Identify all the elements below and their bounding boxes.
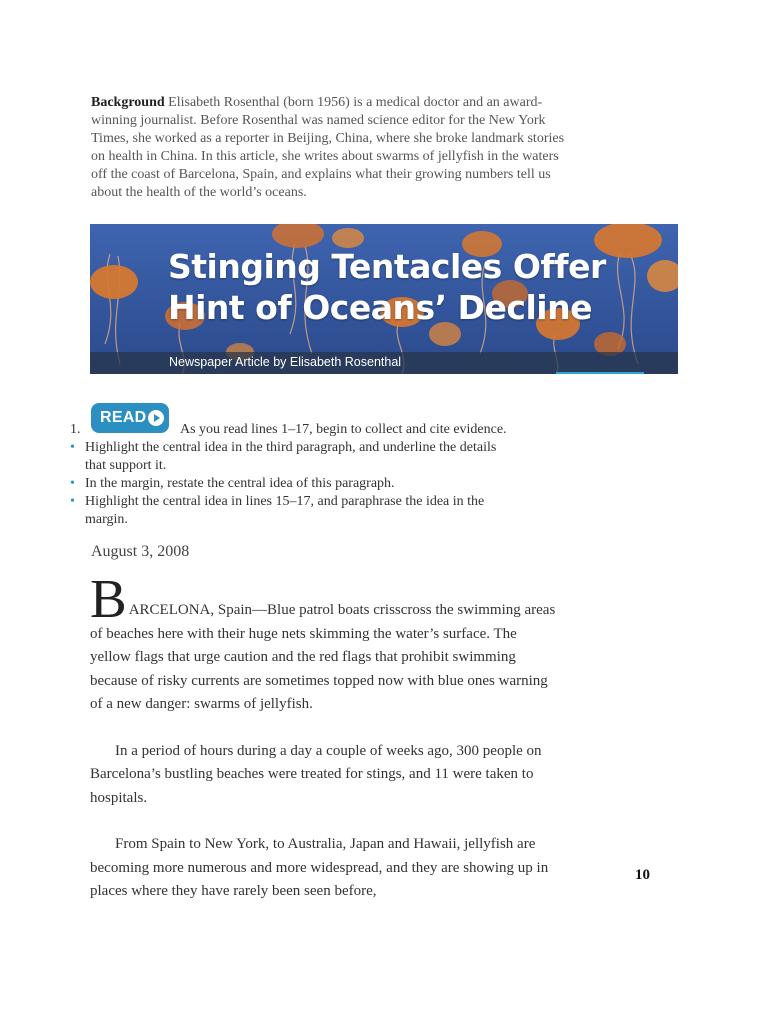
background-lead: Background: [91, 95, 165, 110]
article-paragraph: In a period of hours during a day a couple of weeks ago, 300 people on Barcelona’s bustling beaches were treated for stings, and 11 were taken to hospitals.: [90, 742, 542, 806]
article-title-line-2: Hint of Oceans’ Decline: [168, 288, 592, 327]
item-number: 1.: [70, 422, 81, 437]
banner-accent-line: [556, 372, 644, 374]
article-paragraph: [90, 568, 560, 717]
background-text: Elisabeth Rosenthal (born 1956) is a medical doctor and an award-winning journalist. Before Rosenthal was named science editor for the New York Times, she worked as a reporter in Beijing, China, where she broke landmark stories on health in China. In this article, she writes about swarms of jellyfish in the waters off the coast of Barcelona, Spain, and explains what their growing numbers tell us about the health of the world’s oceans.: [91, 95, 565, 200]
read-label: READ: [100, 409, 147, 426]
instruction-item: • Highlight the central idea in the third paragraph, and underline the details that support it.: [70, 439, 520, 475]
read-prompt: As you read lines 1–17, begin to collect and cite evidence.: [180, 422, 507, 437]
article-title-line-1: Stinging Tentacles Offer: [168, 247, 606, 286]
article-body: [90, 568, 560, 927]
line-number: 10: [635, 867, 650, 883]
paragraph-continuation: areas of beaches here with their huge nets skimming the water’s surface. The yellow flags that urge caution and the red flags that prohibit swimming because of risky currents are sometimes topped now with blue ones warning of a new danger: swarms of jellyfish.: [90, 602, 556, 712]
article-paragraph: From Spain to New York, to Australia, Japan and Hawaii, jellyfish are becoming more numerous and more widespread, and they are showing up in places where they have rarely been seen before,: [90, 836, 549, 899]
article-byline: Newspaper Article by Elisabeth Rosenthal: [169, 355, 402, 369]
byline-strip: [90, 352, 678, 374]
instruction-item: • Highlight the central idea in lines 15–17, and paraphrase the idea in the margin.: [70, 493, 520, 529]
read-button[interactable]: [91, 403, 169, 433]
article-banner: [90, 224, 678, 374]
article-title: [168, 246, 606, 328]
play-icon: [148, 410, 164, 426]
article-date: August 3, 2008: [91, 543, 190, 560]
background-paragraph: [91, 94, 571, 202]
instruction-item: • In the margin, restate the central idea of this paragraph.: [70, 475, 520, 493]
paragraph-first-line: ARCELONA, Spain—Blue patrol boats crisscross the swimming: [128, 602, 521, 618]
instruction-list: [70, 439, 520, 529]
drop-cap: B: [90, 568, 127, 629]
